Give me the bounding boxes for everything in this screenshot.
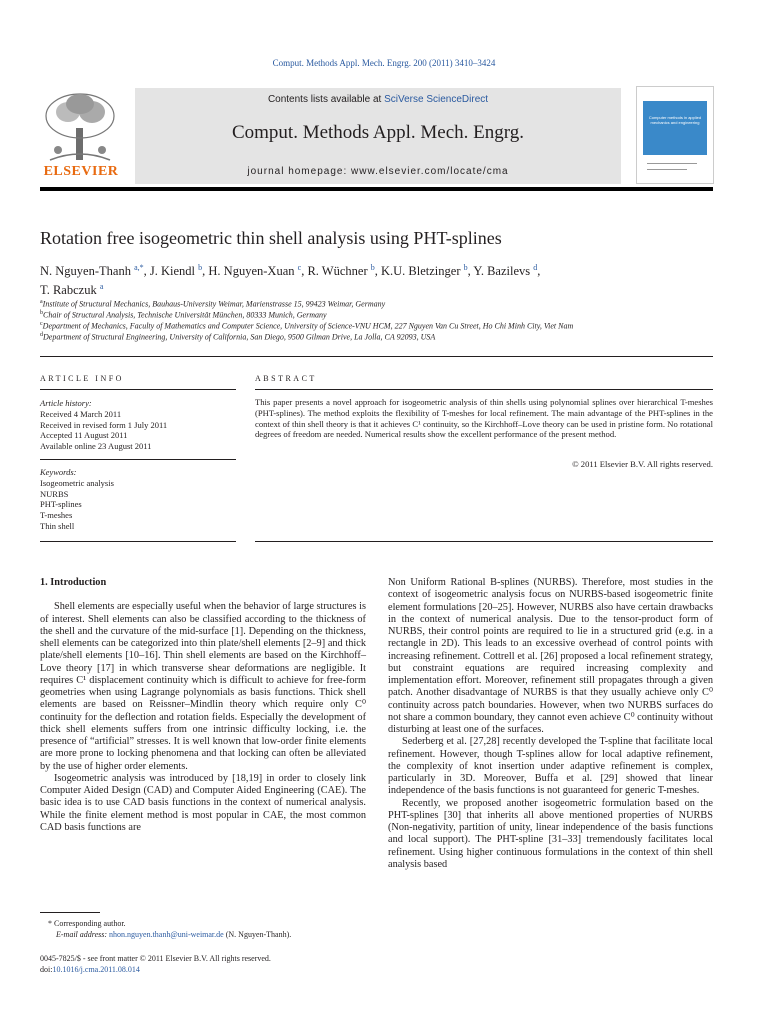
abstract-divider	[255, 541, 713, 542]
email-owner: (N. Nguyen-Thanh).	[225, 930, 292, 939]
cover-rule	[647, 163, 697, 164]
affiliation	[40, 299, 713, 309]
keyword: NURBS	[40, 488, 69, 499]
keywords-label: Keywords:	[40, 467, 77, 477]
author-affil-ref[interactable]: b	[198, 263, 203, 272]
author-name: J. Kiendl	[149, 264, 196, 279]
email-link[interactable]: nhon.nguyen.thanh@uni-weimar.de	[109, 930, 224, 939]
cover-rule	[647, 169, 687, 170]
affiliation-text: Department of Mechanics, Faculty of Mathematics and Computer Science, University of Science-VNU HCM, 227 Nguyen Van Cu Street, Ho Chi Minh City, Viet Nam	[42, 321, 574, 331]
doi-line	[40, 964, 271, 975]
sciencedirect-link[interactable]: SciVerse ScienceDirect	[384, 94, 489, 105]
author-line-1: N. Nguyen-Thanh $^{a,*}$, J. Kiendl $^b$, H. Nguyen-Xuan $^c$, R. Wüchner $^b$, K.U. Bletzinger $^b$, Y. Bazilevs $^d$,	[40, 263, 541, 279]
doi-link[interactable]: 10.1016/j.cma.2011.08.014	[52, 965, 140, 974]
header-rule	[40, 187, 713, 191]
author-affil-ref[interactable]: a,*	[134, 263, 144, 272]
affiliation-text: Institute of Structural Mechanics, Bauhaus-University Weimar, Marienstrasse 15, 99423 Weimar, Germany	[42, 299, 386, 309]
article-title: Rotation free isogeometric thin shell analysis using PHT-splines	[40, 228, 502, 248]
journal-citation[interactable]: Comput. Methods Appl. Mech. Engrg. 200 (2011) 3410–3424	[272, 58, 496, 68]
journal-cover-thumbnail	[636, 86, 714, 184]
body-column-left	[40, 577, 366, 834]
history-label: Article history:	[40, 398, 92, 408]
contents-line	[135, 94, 621, 105]
keyword: PHT-splines	[40, 499, 82, 510]
article-info-heading: ARTICLE INFO	[40, 374, 124, 383]
front-matter-info	[40, 953, 271, 975]
author-affil-ref[interactable]: c	[297, 263, 302, 272]
abstract-divider	[255, 389, 713, 390]
body-paragraph: Non Uniform Rational B-splines (NURBS). Therefore, most studies in the context of isogeometric analysis focus on NURBS-based isogeometric finite element formulations [20–25]. However, NURBS also have certain drawbacks in the context of numerical analysis. Due to the tensor-product form of NURBS, their control points are required to lie in a structured grid (e.g. in a rectangle in 2D). This leads to an excessive overhead of control points with increasing refinement. Cottrell et al. [26] proposed a local refinement strategy, but constraint equations are required increasing complexity and implementation effort. Moreover, refinement still propagates through a given patch. Another disadvantage of NURBS is that they usually achieve only C⁰ continuity across patch boundaries. However, when two NURBS surfaces do not share a common boundary, they cannot even achieve C⁰ continuity without disturbing at least one of the surfaces.	[388, 577, 713, 735]
author-name: H. Nguyen-Xuan	[208, 264, 295, 279]
info-divider	[40, 541, 236, 542]
body-paragraph: Isogeometric analysis was introduced by [18,19] in order to closely link Computer Aided Design (CAD) and Computer Aided Engineering (CAE). The basic idea is to use CAD basis functions in the context of numerical analysis. While the finite element method is most popular in CAE, the most common CAD basis functions are	[40, 772, 366, 833]
journal-homepage[interactable]: journal homepage: www.elsevier.com/locate/cma	[247, 166, 509, 177]
author-affil-ref[interactable]: b	[463, 263, 468, 272]
abstract-text: This paper presents a novel approach for isogeometric analysis of thin shells using polynomial splines over hierarchical T-meshes (PHT-splines). The method exploits the flexibility of T-meshes for local refinement. The main advantage of the PHT-splines in the context of thin shell theory is that it achieves C¹ continuity, so the Kirchhoff–Love theory can be used in pristine form. No rotational degrees of freedom are needed. Numerical results show the excellent performance of the present method.	[255, 397, 713, 440]
keyword: T-meshes	[40, 510, 73, 521]
author-name: K.U. Bletzinger	[380, 264, 461, 279]
history-item: Available online 23 August 2011	[40, 441, 152, 452]
author-affil-ref[interactable]: b	[370, 263, 375, 272]
keywords	[40, 467, 236, 532]
affiliation-label: b	[40, 310, 43, 316]
affiliation	[40, 321, 713, 331]
abstract-heading: ABSTRACT	[255, 374, 317, 383]
section-divider	[40, 356, 713, 357]
affiliation	[40, 310, 713, 320]
corresponding-author-note: * Corresponding author.	[48, 919, 126, 928]
author-name: Y. Bazilevs	[473, 264, 531, 279]
info-divider	[40, 389, 236, 390]
history-item: Received in revised form 1 July 2011	[40, 419, 168, 430]
history-item: Accepted 11 August 2011	[40, 430, 128, 441]
contents-prefix: Contents lists available at	[267, 94, 385, 105]
affiliation-label: c	[40, 321, 43, 327]
footnote	[40, 918, 370, 940]
affiliation-text: Chair of Structural Analysis, Technische Universität München, 80333 Munich, Germany	[43, 310, 327, 320]
body-paragraph: Recently, we proposed another isogeometric formulation based on the PHT-splines [30] that inherits all above mentioned properties of NURBS (Non-negativity, partition of unity, linear independence of the basis functions and local support). The PHT-spline [31–33] tremendously facilitates local refinement. Using higher continuous formulations in the context of thin shell analysis based	[388, 797, 713, 870]
affiliation-label: d	[40, 332, 43, 338]
journal-title: Comput. Methods Appl. Mech. Engrg.	[231, 122, 525, 143]
body-paragraph: Sederberg et al. [27,28] recently developed the T-spline that facilitate local refinement. However, though T-splines allow for local adaptive refinement, the complexity of knot insertion under adaptive refinement is complex, particularly in 3D. Moreover, Buffa et al. [29] showed that linear independence of the basis functions is not guaranteed for generic T-meshes.	[388, 736, 713, 797]
affiliation-text: Department of Structural Engineering, University of California, San Diego, 9500 Gilman Drive, La Jolla, CA 92093, USA	[43, 332, 436, 342]
body-column-right	[388, 577, 713, 871]
footnote-rule	[40, 912, 100, 913]
abstract-copyright: © 2011 Elsevier B.V. All rights reserved.	[572, 459, 713, 469]
author-line-2	[40, 279, 713, 298]
email-line	[40, 929, 370, 940]
section-heading: 1. Introduction	[40, 577, 107, 588]
keyword: Isogeometric analysis	[40, 477, 114, 488]
info-divider	[40, 459, 236, 460]
affiliation-label: a	[40, 299, 43, 305]
author-affil-ref[interactable]: d	[533, 263, 538, 272]
history-item: Received 4 March 2011	[40, 408, 122, 419]
author-name: T. Rabczuk	[40, 283, 97, 298]
article-history	[40, 398, 236, 452]
author-list	[40, 260, 713, 298]
issn-line: 0045-7825/$ - see front matter © 2011 Elsevier B.V. All rights reserved.	[40, 954, 271, 963]
email-label: E-mail address:	[56, 930, 108, 939]
affiliation	[40, 332, 713, 342]
author-name: N. Nguyen-Thanh	[40, 264, 131, 279]
doi-label: doi:	[40, 965, 53, 974]
author-name: R. Wüchner	[307, 264, 368, 279]
publisher-name: ELSEVIER	[43, 164, 119, 179]
keyword: Thin shell	[40, 520, 75, 531]
cover-title: Computer methods in applied mechanics and engineering	[643, 101, 707, 155]
author-affil-ref[interactable]: a	[99, 282, 104, 292]
body-paragraph: Shell elements are especially useful when the behavior of large structures is of interest. Shell elements can also be classified according to the thickness of the shell and the curvature of the mid-surface [1]. Depending on the thickness, shell elements can be categorized into thin plate/shell elements [2–9] and thick plate/shell elements [10–16]. Thin shell elements are based on the Kirchhoff–Love theory [17] in which transverse shear deformations are negligible. It requires C¹ displacement continuity which is difficult to achieve for free-form geometries when using Lagrange polynomials as basis functions. Thick shell elements are based on Reissner–Mindlin theory which require only C⁰ continuity for the deflection and rotation fields. Especially the development of thick shell elements suffers from one intrinsic difficulty locking, i.e. the presence of “artificial” stresses. It is well known that low-order finite elements are more prone to locking phenomena and that locking can often be alleviated by the use of higher order elements.	[40, 601, 366, 772]
